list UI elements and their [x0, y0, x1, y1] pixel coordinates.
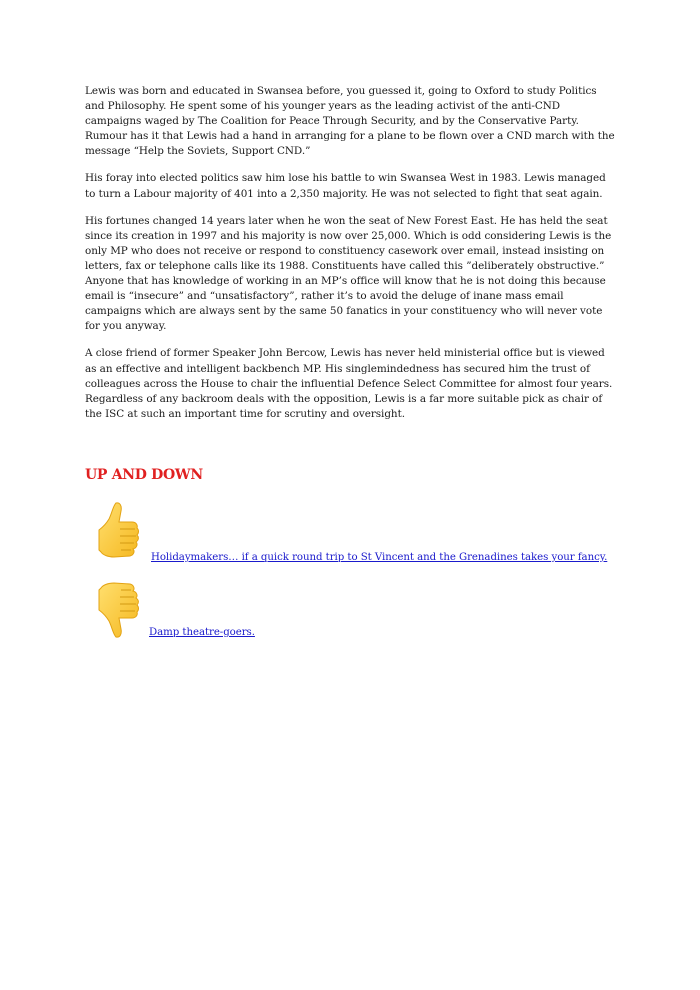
- thumbs-down-icon: [94, 578, 142, 640]
- thumbs-up-icon: [94, 500, 142, 562]
- paragraph-elected-politics: His foray into elected politics saw him lose his battle to win Swansea West in 1983. Lewis managed to turn a Labour majority of 401 into a 2,350 majority. He was not selected to fight that seat again.: [85, 172, 606, 200]
- up-link[interactable]: Holidaymakers… if a quick round trip to St Vincent and the Grenadines takes your fancy.: [151, 552, 608, 563]
- paragraph-bercow-friend: A close friend of former Speaker John Bercow, Lewis has never held ministerial office but is viewed as an effective and intelligent backbench MP. His singlemindedness has secured him the trust of colleagues across the House to chair the influential Defence Select Committee for almost four years. Regardless of any backroom deals with the opposition, Lewis is a far more suitable pick as chair of the ISC at such an important time for scrutiny and oversight.: [85, 347, 613, 420]
- up-and-down-heading: UP AND DOWN: [85, 467, 203, 483]
- paragraph-early-life: Lewis was born and educated in Swansea before, you guessed it, going to Oxford to study Politics and Philosophy. He spent some of his younger years as the leading activist of the anti-CND campaigns waged by The Coalition for Peace Through Security, and by the Conservative Party. Rumour has it that Lewis had a hand in arranging for a plane to be flown over a CND march with the message “Help the Soviets, Support CND.”: [85, 85, 615, 158]
- paragraph-new-forest-east: His fortunes changed 14 years later when he won the seat of New Forest East. He has held the seat since its creation in 1997 and his majority is now over 25,000. Which is odd considering Lewis is the only MP who does not receive or respond to constituency casework over email, instead insisting on letters, fax or telephone calls like its 1988. Constituents have called this ”deliberately obstructive.” Anyone that has knowledge of working in an MP’s office will know that he is not doing this because email is “insecure” and “unsatisfactory”, rather it’s to avoid the deluge of inane mass email campaigns which are always sent by the same 50 fanatics in your constituency who will never vote for you anyway.: [85, 214, 612, 333]
- down-link[interactable]: Damp theatre-goers.: [149, 627, 255, 638]
- article-body: [85, 84, 617, 434]
